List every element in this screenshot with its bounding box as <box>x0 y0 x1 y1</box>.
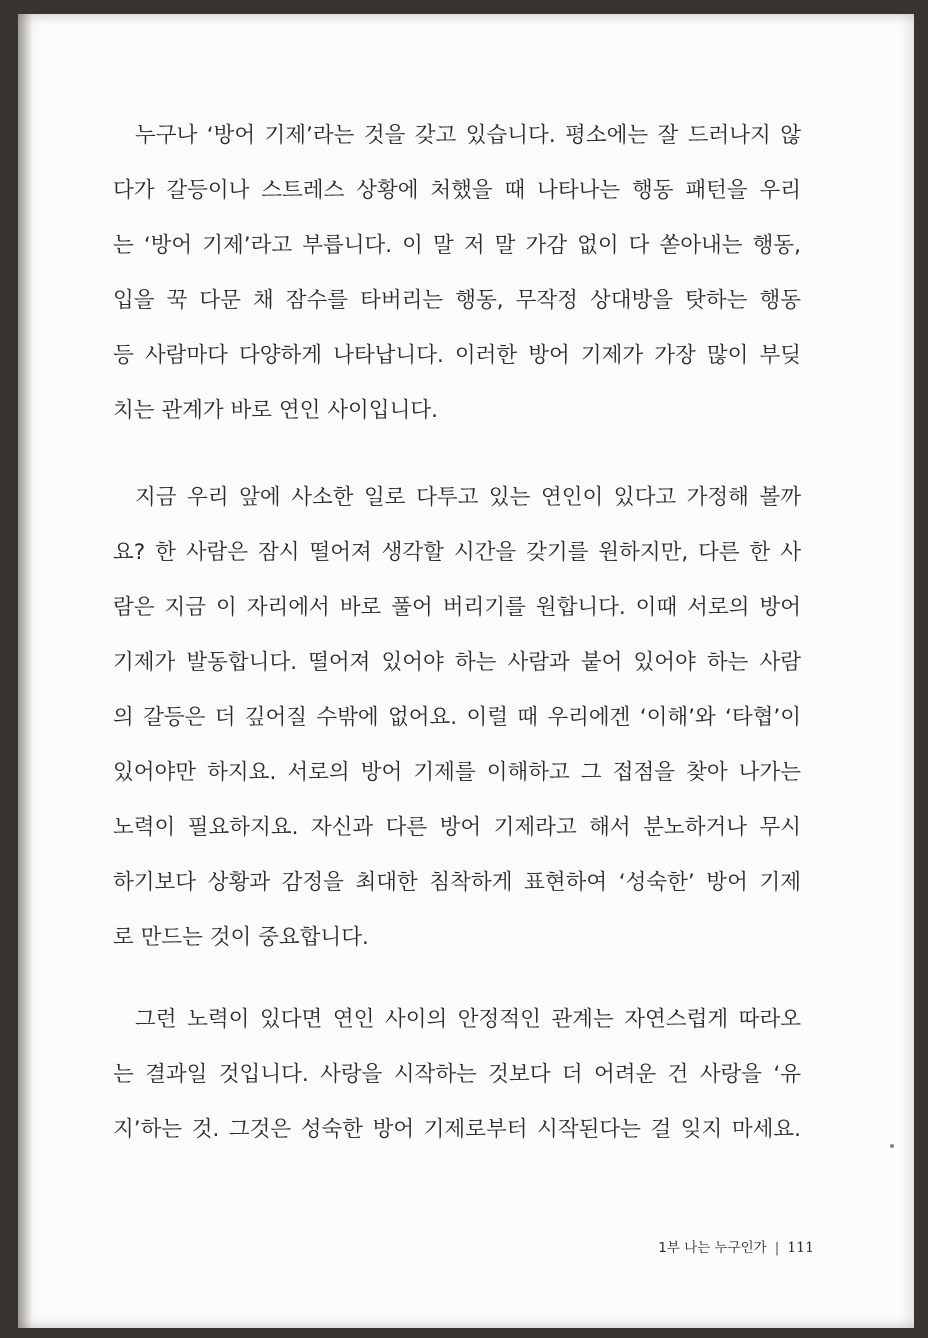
paragraph-1-line-5: 등 사람마다 다양하게 나타납니다. 이러한 방어 기제가 가장 많이 부딪 <box>113 343 801 368</box>
paragraph-2-line-6: 있어야만 하지요. 서로의 방어 기제를 이해하고 그 접점을 찾아 나가는 <box>113 760 801 785</box>
paragraph-1-line-2: 다가 갈등이나 스트레스 상황에 처했을 때 나타나는 행동 패턴을 우리 <box>113 178 801 203</box>
running-footer <box>658 1236 814 1256</box>
paragraph-2-line-7: 노력이 필요하지요. 자신과 다른 방어 기제라고 해서 분노하거나 무시 <box>113 815 801 840</box>
edge-mark <box>890 1144 894 1148</box>
paragraph-1-line-1: 누구나 ‘방어 기제’라는 것을 갖고 있습니다. 평소에는 잘 드러나지 않 <box>135 123 801 148</box>
paragraph-3-line-2: 는 결과일 것입니다. 사랑을 시작하는 것보다 더 어려운 건 사랑을 ‘유 <box>113 1062 801 1087</box>
paragraph-2-line-3: 람은 지금 이 자리에서 바로 풀어 버리기를 원합니다. 이때 서로의 방어 <box>113 595 801 620</box>
paragraph-2-line-1: 지금 우리 앞에 사소한 일로 다투고 있는 연인이 있다고 가정해 볼까 <box>135 485 801 510</box>
paragraph-1-line-4: 입을 꾹 다문 채 잠수를 타버리는 행동, 무작정 상대방을 탓하는 행동 <box>113 288 801 313</box>
paragraph-3-line-3: 지’하는 것. 그것은 성숙한 방어 기제로부터 시작된다는 걸 잊지 마세요. <box>113 1117 801 1142</box>
paragraph-1-line-3: 는 ‘방어 기제’라고 부릅니다. 이 말 저 말 가감 없이 다 쏟아내는 행동, <box>113 233 801 258</box>
part-title: 1부 나는 누구인가 <box>658 1240 767 1256</box>
paragraph-2-line-8: 하기보다 상황과 감정을 최대한 침착하게 표현하여 ‘성숙한’ 방어 기제 <box>113 870 801 895</box>
paragraph-3-line-1: 그런 노력이 있다면 연인 사이의 안정적인 관계는 자연스럽게 따라오 <box>135 1007 801 1032</box>
book-page <box>18 14 914 1328</box>
footer-separator: | <box>774 1240 780 1256</box>
page-number: 111 <box>787 1240 814 1256</box>
paragraph-2-line-2: 요? 한 사람은 잠시 떨어져 생각할 시간을 갖기를 원하지만, 다른 한 사 <box>113 540 801 565</box>
paragraph-1-line-6: 치는 관계가 바로 연인 사이입니다. <box>113 398 438 423</box>
paragraph-2-line-4: 기제가 발동합니다. 떨어져 있어야 하는 사람과 붙어 있어야 하는 사람 <box>113 650 801 675</box>
paragraph-2-line-9: 로 만드는 것이 중요합니다. <box>113 925 369 950</box>
paragraph-2-line-5: 의 갈등은 더 깊어질 수밖에 없어요. 이럴 때 우리에겐 ‘이해’와 ‘타협’이 <box>113 705 801 730</box>
